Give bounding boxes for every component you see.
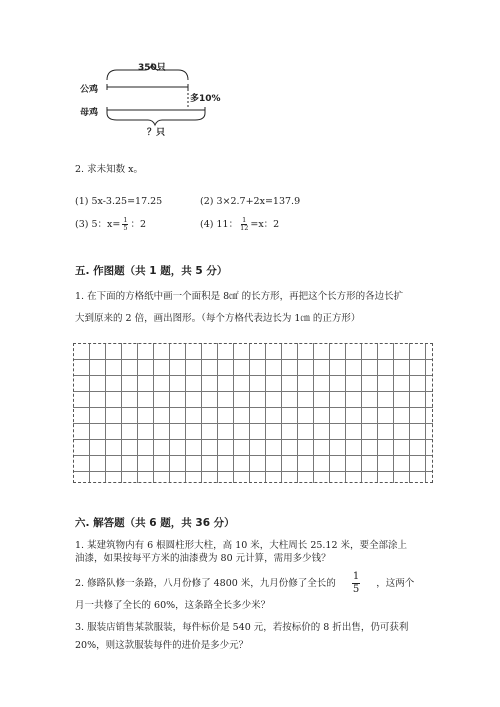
s5-q1-line1: 1. 在下面的方格纸中画一个面积是 8㎠ 的长方形，再把这个长方形的各边长扩	[75, 291, 404, 302]
square-grid-paper[interactable]	[73, 343, 433, 483]
top-label: 350只	[138, 63, 166, 73]
q2-title: 2. 求未知数 x。	[75, 164, 143, 175]
s6-q2-line2: 月一共修了全长的 60%，这条路全长多少米？	[75, 600, 271, 611]
s6-q1-line2: 油漆，如果按每平方米的油漆费为 80 元计算，需用多少钱？	[75, 553, 331, 564]
s6-q3-line2: 20%，则这款服装每件的进价是多少元？	[75, 640, 249, 651]
equation-1: (1) 5x-3.25=17.25	[75, 196, 163, 207]
section-6-heading: 六. 解答题（共 6 题，共 36 分）	[75, 517, 235, 529]
s6-q1-line1: 1. 某建筑物内有 6 根圆柱形大柱，高 10 米，大柱周长 25.12 米，要全部涂上	[75, 540, 408, 551]
bottom-label: ？只	[147, 128, 166, 138]
equation-4: (4) 11： $\frac{1}{12}$ =x：2	[200, 216, 280, 232]
s5-q1-line2: 大到原来的 2 倍，画出图形。（每个方格代表边长为 1㎝ 的正方形）	[75, 313, 361, 324]
rooster-label: 公鸡	[80, 85, 99, 95]
equation-2: (2) 3×2.7+2x=137.9	[200, 196, 301, 207]
hen-label: 母鸡	[80, 108, 99, 118]
line-segment-diagram	[0, 0, 500, 140]
s6-q2-line1: 2. 修路队修一条路，八月份修了 4800 米，九月份修了全长的 $\frac{1}{5}$ ，这两个	[75, 571, 415, 595]
fraction-1-5: $\frac{1}{5}$	[352, 571, 360, 595]
extra-label: 多10%	[190, 94, 221, 104]
bottom-brace	[107, 113, 205, 125]
section-5-heading: 五. 作图题（共 1 题，共 5 分）	[75, 265, 228, 277]
fraction-1-12: $\frac{1}{12}$	[240, 216, 249, 232]
fraction-1-5: $\frac{1}{5}$	[123, 216, 128, 232]
equation-3: (3) 5：x= $\frac{1}{5}$ ：2	[75, 216, 147, 232]
s6-q3-line1: 3. 服装店销售某款服装，每件标价是 540 元，若按标价的 8 折出售，仍可获利	[75, 622, 409, 633]
